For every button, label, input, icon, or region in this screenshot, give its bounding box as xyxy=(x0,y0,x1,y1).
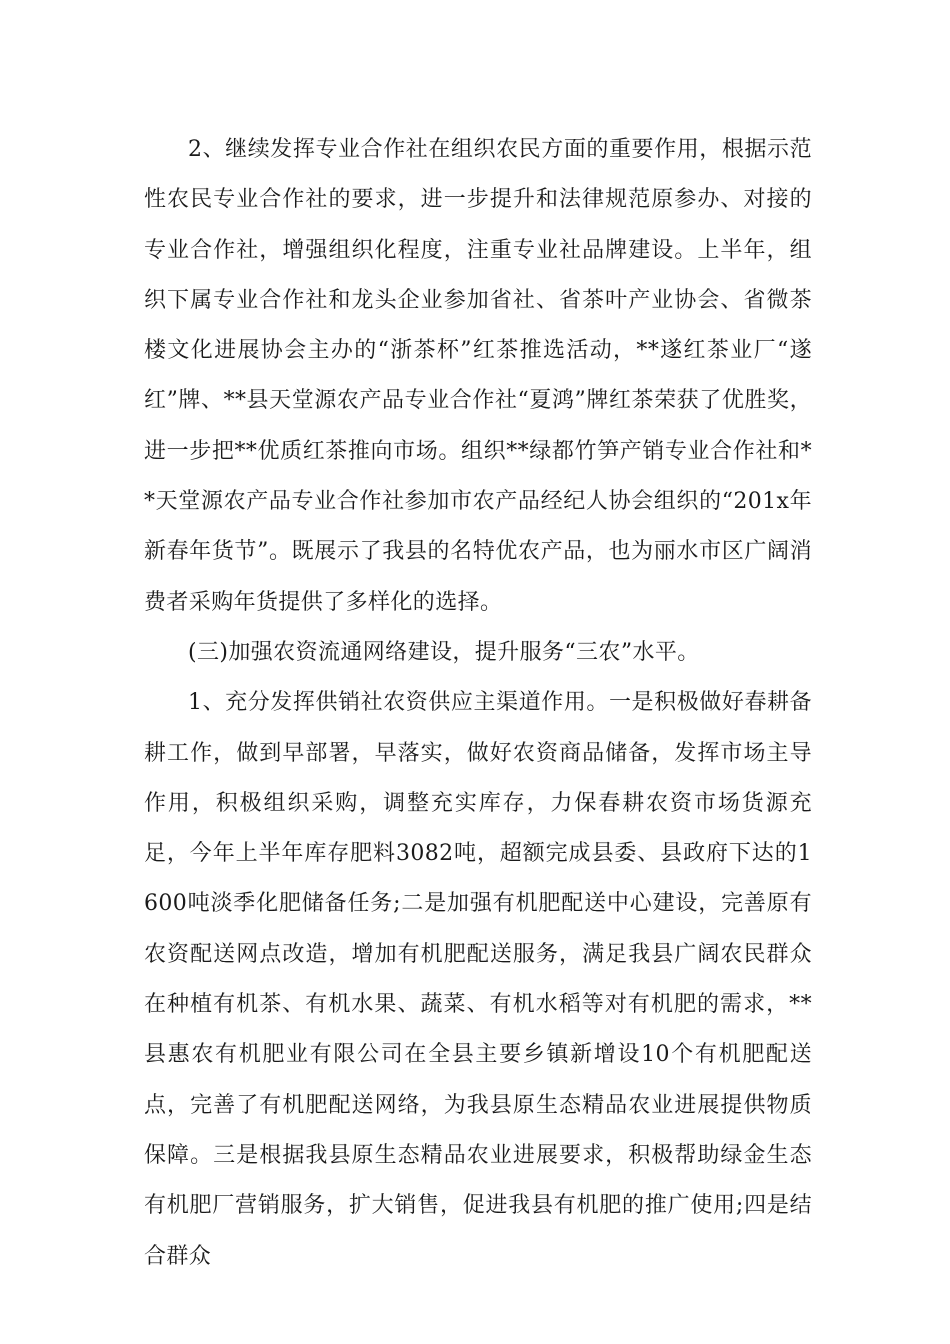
section-heading-agri-supply-network: (三)加强农资流通网络建设，提升服务“三农”水平。 xyxy=(188,639,700,665)
paragraph-agri-supply-channel: 1、充分发挥供销社农资供应主渠道作用。一是积极做好春耕备耕工作，做到早部署，早落实，做好农资商品储备，发挥市场主导作用，积极组织采购，调整充实库存，力保春耕农资市场货源充足，今年上半年库存肥料3082吨，超额完成县委、县政府下达的1600吨淡季化肥储备任务;二是加强有机肥配送中心建设，完善原有农资配送网点改造，增加有机肥配送服务，满足我县广阔农民群众在种植有机茶、有机水果、蔬菜、有机水稻等对有机肥的需求，**县惠农有机肥业有限公司在全县主要乡镇新增设10个有机肥配送点，完善了有机肥配送网络，为我县原生态精品农业进展提供物质保障。三是根据我县原生态精品农业进展要求，积极帮助绿金生态有机肥厂营销服务，扩大销售，促进我县有机肥的推广使用;四是结合群众 xyxy=(144,690,812,1269)
paragraph-cooperative-branding: 2、继续发挥专业合作社在组织农民方面的重要作用，根据示范性农民专业合作社的要求，进一步提升和法律规范原参办、对接的专业合作社，增强组织化程度，注重专业社品牌建设。上半年，组织下属专业合作社和龙头企业参加省社、省茶叶产业协会、省微茶楼文化进展协会主办的“浙茶杯”红茶推选活动，**遂红茶业厂“遂红”牌、**县天堂源农产品专业合作社“夏鸿”牌红茶荣获了优胜奖，进一步把**优质红茶推向市场。组织**绿都竹笋产销专业合作社和**天堂源农产品专业合作社参加市农产品经纪人协会组织的“201x年新春年货节”。既展示了我县的名特优农产品，也为丽水市区广阔消费者采购年货提供了多样化的选择。 xyxy=(144,137,812,615)
document-body xyxy=(144,125,812,1282)
